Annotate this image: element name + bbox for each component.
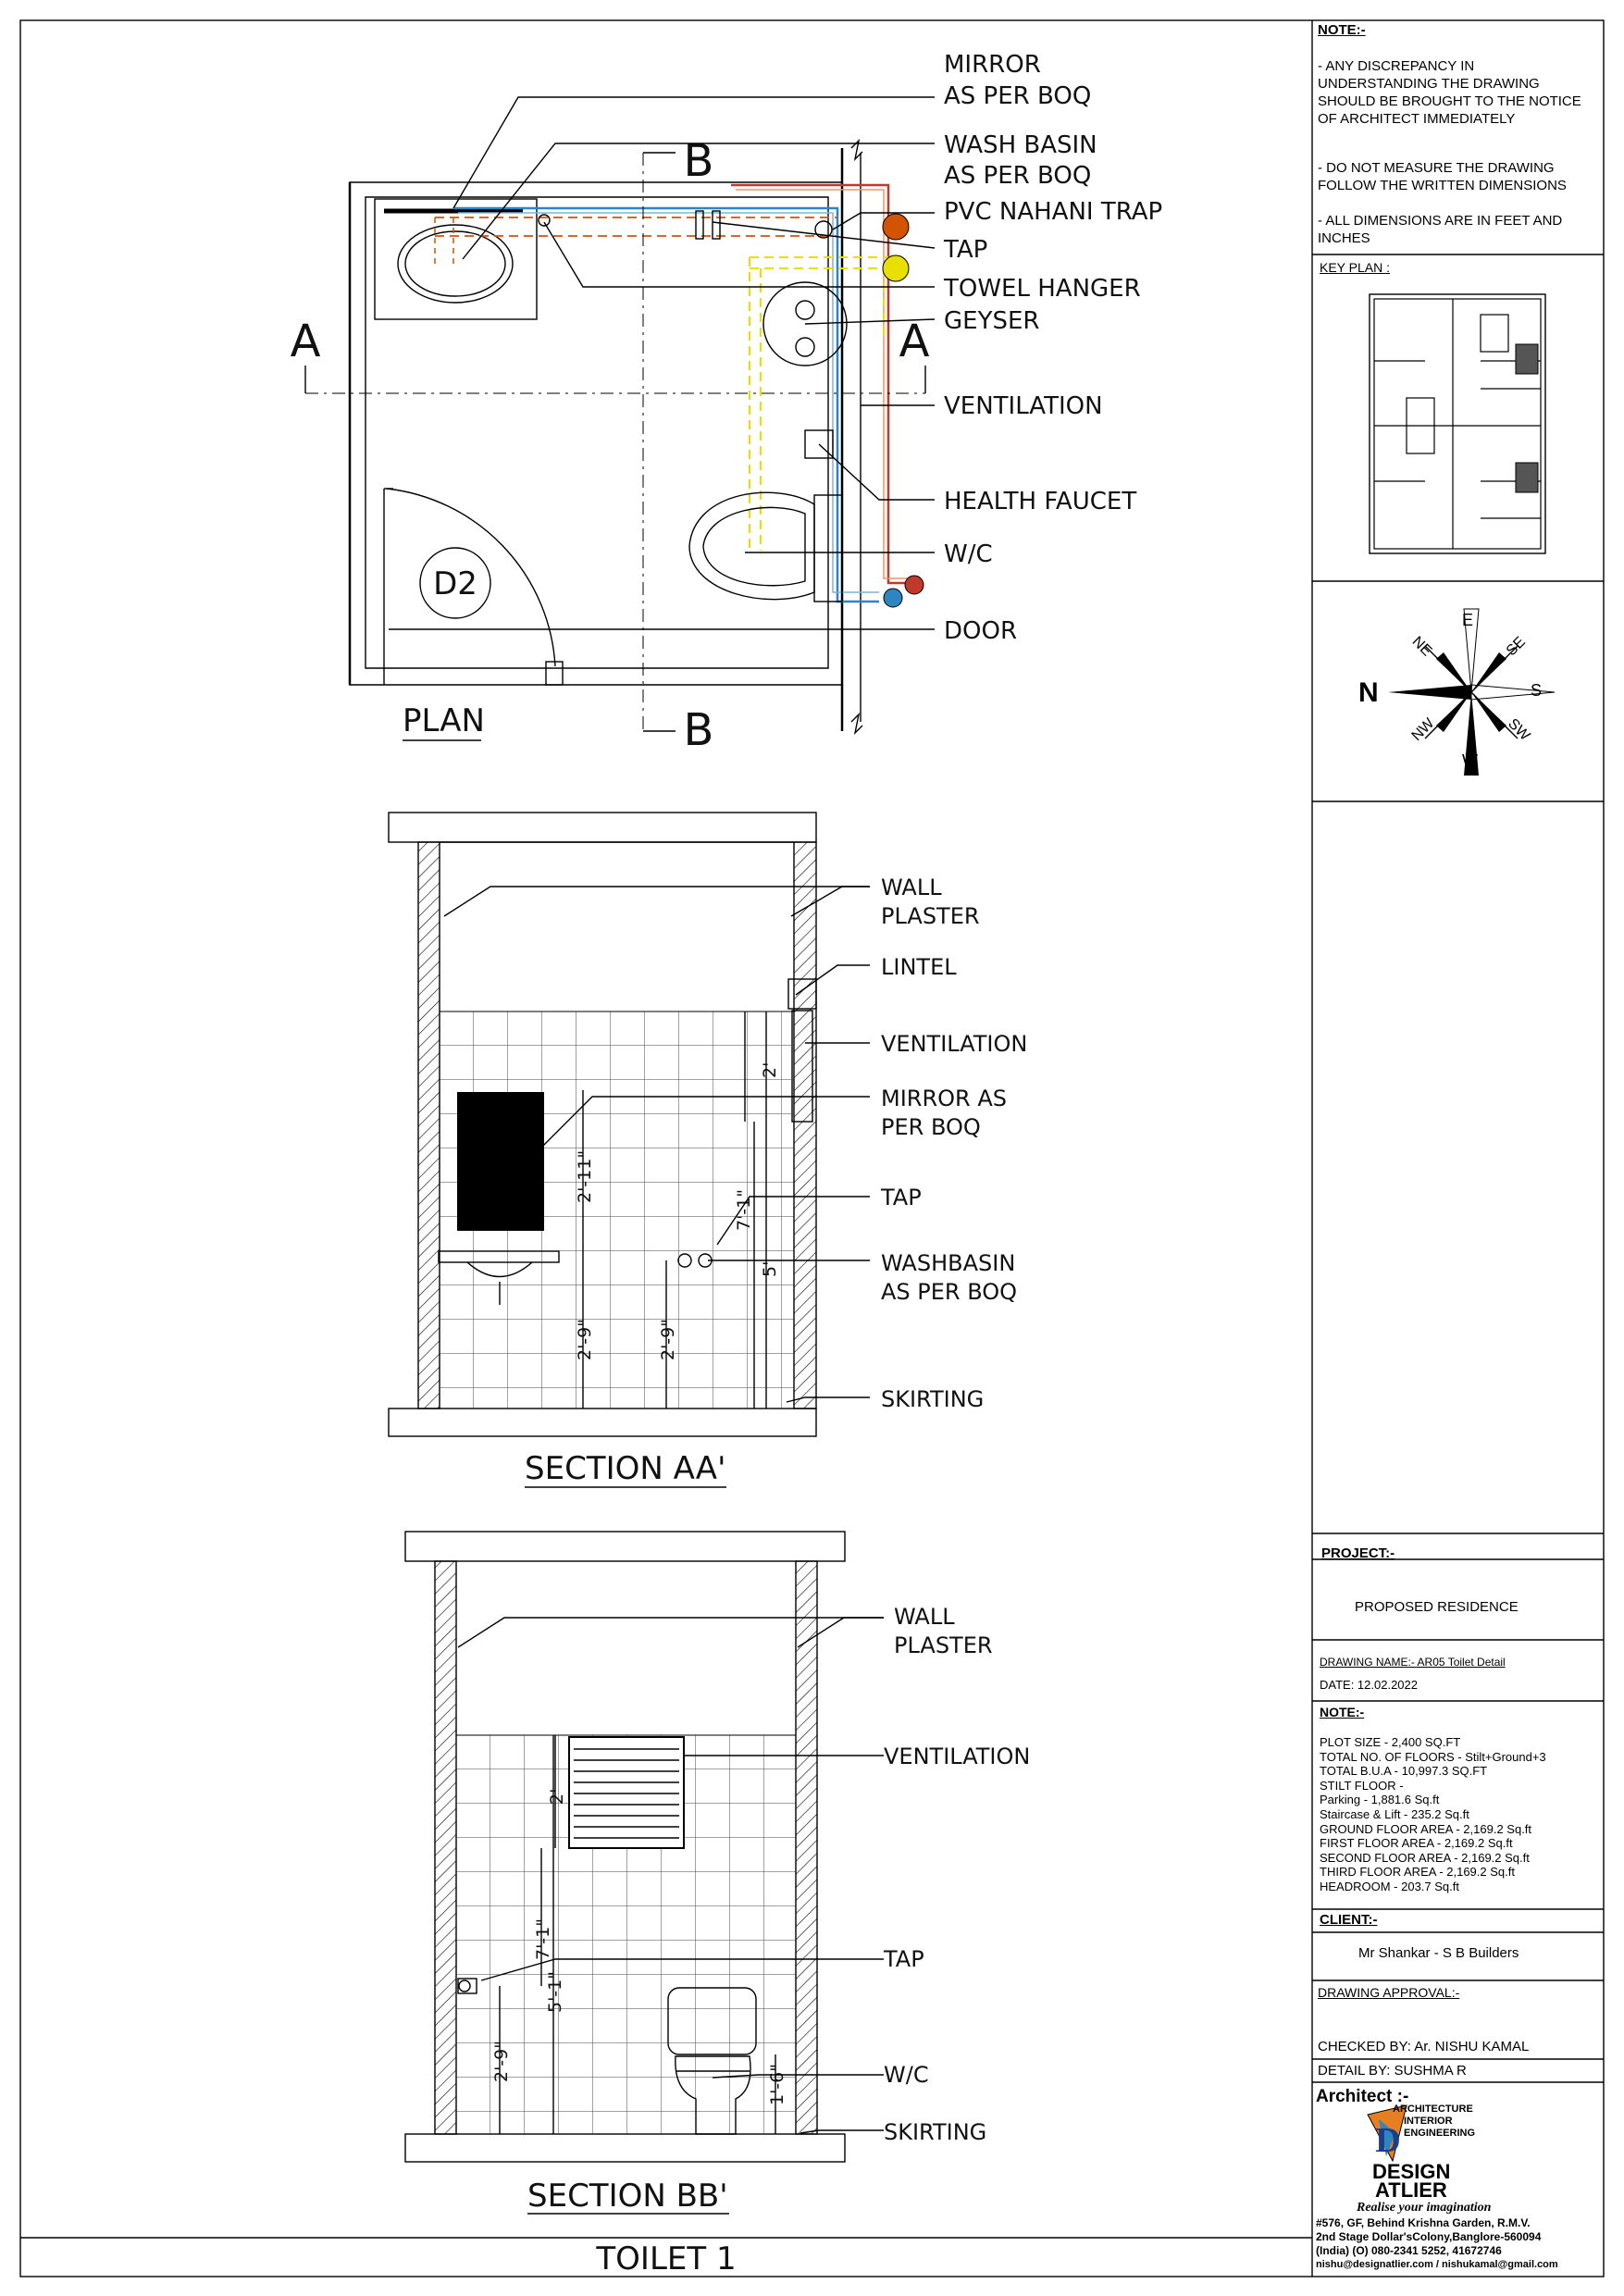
- plan-label-wash-basin-boq: AS PER BOQ: [944, 162, 1092, 190]
- aa-dim-tap-low: 2'-9": [658, 1319, 678, 1360]
- firm-name-design: DESIGN: [1372, 2160, 1451, 2183]
- area-second: SECOND FLOOR AREA - 2,169.2 Sq.ft: [1320, 1850, 1530, 1865]
- address-line-3: (India) (O) 080-2341 5252, 41672746: [1316, 2244, 1502, 2257]
- compass-s: S: [1531, 681, 1543, 700]
- bb-label-plaster: PLASTER: [894, 1632, 993, 1658]
- aa-dim-tile: 5': [760, 1260, 780, 1277]
- architect-label: Architect :-: [1316, 2087, 1409, 2106]
- area-third: THIRD FLOOR AREA - 2,169.2 Sq.ft: [1320, 1865, 1515, 1880]
- compass-se: SE: [1503, 634, 1529, 660]
- area-first: FIRST FLOOR AREA - 2,169.2 Sq.ft: [1320, 1836, 1513, 1851]
- aa-dim-tap: 7'-1": [734, 1189, 754, 1231]
- section-mark-a-left: A: [290, 316, 321, 367]
- firm-tag-engineering: ENGINEERING: [1404, 2128, 1476, 2139]
- detail-by: DETAIL BY: SUSHMA R: [1318, 2063, 1467, 2079]
- key-plan-label: KEY PLAN :: [1320, 260, 1391, 275]
- checked-by: CHECKED BY: Ar. NISHU KAMAL: [1318, 2039, 1530, 2054]
- plan-label-mirror: MIRROR: [944, 51, 1041, 79]
- firm-tag-interior: INTERIOR: [1404, 2116, 1453, 2127]
- plan-label-ventilation: VENTILATION: [944, 392, 1103, 420]
- areas-heading: NOTE:-: [1320, 1705, 1365, 1719]
- notes-heading: NOTE:-: [1318, 22, 1366, 38]
- plan-label-nahani-trap: PVC NAHANI TRAP: [944, 198, 1163, 226]
- area-ground: GROUND FLOOR AREA - 2,169.2 Sq.ft: [1320, 1821, 1532, 1836]
- aa-label-washbasin-boq: AS PER BOQ: [881, 1279, 1018, 1305]
- section-mark-b-top: B: [683, 135, 714, 187]
- firm-name-atlier: ATLIER: [1375, 2178, 1447, 2202]
- note-dimensions: - ALL DIMENSIONS ARE IN FEET AND INCHES: [1318, 213, 1563, 246]
- aa-label-ventilation: VENTILATION: [881, 1031, 1028, 1057]
- bb-label-wc: W/C: [884, 2062, 929, 2088]
- firm-tagline: Realise your imagination: [1357, 2201, 1492, 2215]
- area-plot: PLOT SIZE - 2,400 SQ.FT: [1320, 1735, 1461, 1749]
- svg-text:D: D: [1375, 2121, 1401, 2160]
- project-heading: PROJECT:-: [1321, 1545, 1395, 1561]
- door-tag: D2: [433, 565, 477, 602]
- address-line-2: 2nd Stage Dollar'sColony,Banglore-560094: [1316, 2230, 1542, 2243]
- plan-title: PLAN: [403, 702, 485, 739]
- aa-label-lintel: LINTEL: [881, 954, 957, 980]
- compass-e: E: [1462, 611, 1474, 629]
- note-discrepancy: - ANY DISCREPANCY IN UNDERSTANDING THE DRAWING SHOULD BE BROUGHT TO THE NOTICE OF ARCHITECT IMMEDIATELY: [1318, 58, 1581, 127]
- compass-sw: SW: [1505, 715, 1533, 744]
- address-line-1: #576, GF, Behind Krishna Garden, R.M.V.: [1316, 2216, 1531, 2229]
- aa-dim-basin: 2'-9": [575, 1319, 595, 1360]
- firm-tags: [1393, 2104, 1475, 2140]
- plan-label-door: DOOR: [944, 617, 1018, 645]
- client-heading: CLIENT:-: [1320, 1912, 1378, 1928]
- drawing-name: DRAWING NAME:- AR05 Toilet Detail: [1320, 1656, 1506, 1669]
- bb-dim-wc: 1'-6": [767, 2064, 787, 2105]
- section-bb-view: [405, 1532, 1030, 2215]
- section-aa-title: SECTION AA': [525, 1450, 726, 1487]
- aa-dim-mirror: 2'-11": [575, 1149, 595, 1203]
- plan-label-towel-hanger: TOWEL HANGER: [944, 275, 1141, 303]
- compass-rose: [1388, 609, 1555, 776]
- bb-dim-tile: 5'-1": [545, 1971, 565, 2013]
- drawing-title: TOILET 1: [596, 2240, 737, 2277]
- compass-nw: NW: [1408, 715, 1438, 745]
- project-name: PROPOSED RESIDENCE: [1355, 1599, 1519, 1615]
- plan-label-wc: W/C: [944, 540, 993, 568]
- plan-label-mirror-boq: AS PER BOQ: [944, 82, 1092, 110]
- firm-address: [1316, 2216, 1603, 2272]
- compass-n: N: [1358, 677, 1379, 708]
- section-mark-a-right: A: [899, 316, 930, 367]
- firm-tag-architecture: ARCHITECTURE: [1393, 2104, 1473, 2115]
- note-measure: - DO NOT MEASURE THE DRAWING FOLLOW THE WRITTEN DIMENSIONS: [1318, 160, 1567, 193]
- area-floors: TOTAL NO. OF FLOORS - Stilt+Ground+3: [1320, 1749, 1546, 1764]
- bb-dim-vent: 2': [547, 1788, 567, 1805]
- bb-label-wall: WALL: [894, 1604, 955, 1630]
- section-bb-title: SECTION BB': [527, 2178, 728, 2215]
- aa-label-wall: WALL: [881, 875, 942, 900]
- plan-label-health-faucet: HEALTH FAUCET: [944, 488, 1137, 515]
- area-headroom: HEADROOM - 203.7 Sq.ft: [1320, 1879, 1459, 1893]
- aa-label-skirting: SKIRTING: [881, 1386, 985, 1412]
- section-aa-view: [389, 813, 1027, 1487]
- area-staircase: Staircase & Lift - 235.2 Sq.ft: [1320, 1806, 1469, 1821]
- aa-label-tap: TAP: [881, 1185, 922, 1210]
- aa-label-mirror: MIRROR AS: [881, 1086, 1007, 1111]
- compass-w: W: [1462, 751, 1478, 770]
- drawing-date: DATE: 12.02.2022: [1320, 1678, 1418, 1692]
- area-parking: Parking - 1,881.6 Sq.ft: [1320, 1793, 1440, 1807]
- bb-dim-tap: 7'-1": [533, 1918, 553, 1960]
- area-bua: TOTAL B.U.A - 10,997.3 SQ.FT: [1320, 1764, 1488, 1779]
- address-line-4: nishu@designatlier.com / nishukamal@gmail.com: [1316, 2259, 1558, 2270]
- aa-label-mirror-boq: PER BOQ: [881, 1114, 981, 1140]
- client-name: Mr Shankar - S B Builders: [1358, 1945, 1519, 1961]
- key-plan-frame: [1370, 294, 1545, 553]
- aa-label-plaster: PLASTER: [881, 903, 980, 929]
- plan-label-geyser: GEYSER: [944, 307, 1040, 335]
- bb-label-ventilation: VENTILATION: [884, 1744, 1031, 1769]
- bb-label-tap: TAP: [884, 1946, 924, 1972]
- bb-dim-faucet: 2'-9": [491, 2041, 512, 2082]
- bb-label-skirting: SKIRTING: [884, 2119, 987, 2145]
- compass-ne: NE: [1408, 633, 1435, 660]
- section-mark-b-bottom: B: [683, 704, 714, 756]
- plan-label-tap: TAP: [944, 236, 988, 264]
- area-stilt: STILT FLOOR -: [1320, 1778, 1404, 1793]
- aa-dim-vent: 2': [760, 1061, 780, 1078]
- areas-list: [1320, 1735, 1597, 1894]
- aa-label-washbasin: WASHBASIN: [881, 1250, 1016, 1276]
- plan-view: [291, 51, 1163, 756]
- drawing-approval: DRAWING APPROVAL:-: [1318, 1985, 1460, 2000]
- plan-label-wash-basin: WASH BASIN: [944, 131, 1097, 159]
